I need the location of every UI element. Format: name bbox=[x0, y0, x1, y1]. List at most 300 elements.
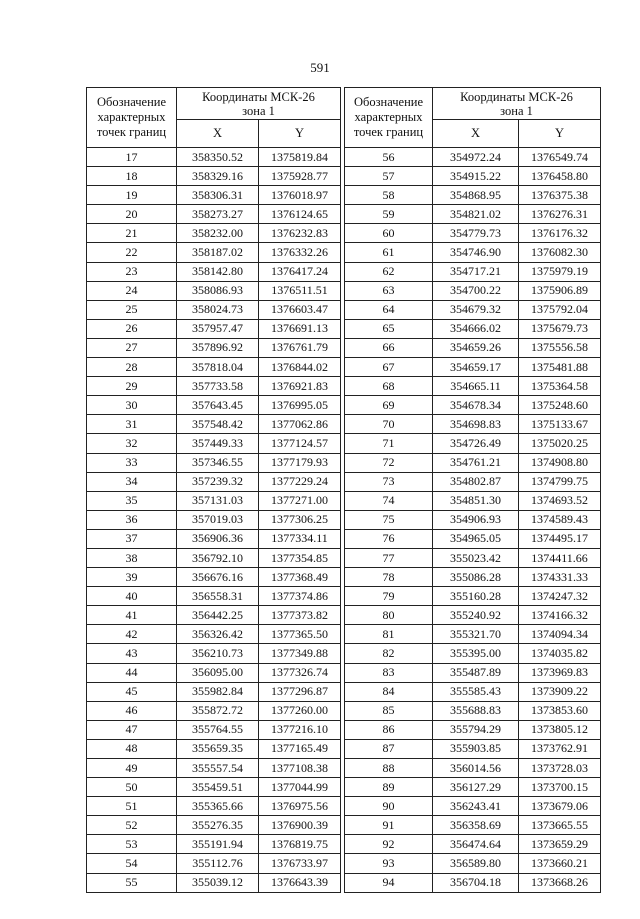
x-coordinate-cell: 354726.49 bbox=[433, 434, 519, 453]
x-coordinate-cell: 358329.16 bbox=[177, 167, 259, 186]
x-coordinate-cell: 357346.55 bbox=[177, 453, 259, 472]
x-coordinate-cell: 355659.35 bbox=[177, 739, 259, 758]
y-coordinate-cell: 1377349.88 bbox=[259, 644, 341, 663]
coordinates-table-right bbox=[344, 87, 601, 893]
y-coordinate-cell: 1373909.22 bbox=[519, 682, 601, 701]
table-row bbox=[345, 338, 601, 357]
y-coordinate-cell: 1375819.84 bbox=[259, 148, 341, 167]
x-coordinate-cell: 354700.22 bbox=[433, 281, 519, 300]
table-row bbox=[87, 606, 341, 625]
point-number-cell: 63 bbox=[345, 281, 433, 300]
point-number-cell: 89 bbox=[345, 778, 433, 797]
x-coordinate-cell: 356474.64 bbox=[433, 835, 519, 854]
table-row bbox=[345, 415, 601, 434]
x-header: X bbox=[177, 120, 259, 148]
x-coordinate-cell: 357449.33 bbox=[177, 434, 259, 453]
table-row bbox=[345, 625, 601, 644]
point-number-cell: 41 bbox=[87, 606, 177, 625]
table-row bbox=[87, 205, 341, 224]
x-coordinate-cell: 356243.41 bbox=[433, 797, 519, 816]
point-number-cell: 71 bbox=[345, 434, 433, 453]
y-coordinate-cell: 1375556.58 bbox=[519, 338, 601, 357]
point-number-cell: 70 bbox=[345, 415, 433, 434]
y-coordinate-cell: 1376417.24 bbox=[259, 262, 341, 281]
point-number-cell: 27 bbox=[87, 338, 177, 357]
x-coordinate-cell: 357131.03 bbox=[177, 491, 259, 510]
point-number-cell: 80 bbox=[345, 606, 433, 625]
table-row bbox=[345, 186, 601, 205]
y-coordinate-cell: 1376332.26 bbox=[259, 243, 341, 262]
y-coordinate-cell: 1374331.33 bbox=[519, 568, 601, 587]
x-coordinate-cell: 358350.52 bbox=[177, 148, 259, 167]
y-coordinate-cell: 1376819.75 bbox=[259, 835, 341, 854]
point-number-cell: 77 bbox=[345, 548, 433, 567]
table-row bbox=[87, 358, 341, 377]
x-coordinate-cell: 354868.95 bbox=[433, 186, 519, 205]
y-coordinate-cell: 1377124.57 bbox=[259, 434, 341, 453]
y-coordinate-cell: 1377334.11 bbox=[259, 529, 341, 548]
x-coordinate-cell: 356326.42 bbox=[177, 625, 259, 644]
point-number-cell: 62 bbox=[345, 262, 433, 281]
x-coordinate-cell: 354851.30 bbox=[433, 491, 519, 510]
coords-header-line: Координаты МСК-26 bbox=[460, 89, 573, 104]
table-row bbox=[87, 854, 341, 873]
point-number-cell: 78 bbox=[345, 568, 433, 587]
coords-header bbox=[433, 88, 601, 120]
x-coordinate-cell: 357896.92 bbox=[177, 338, 259, 357]
point-number-cell: 82 bbox=[345, 644, 433, 663]
y-coordinate-cell: 1377179.93 bbox=[259, 453, 341, 472]
x-coordinate-cell: 356358.69 bbox=[433, 816, 519, 835]
y-coordinate-cell: 1376176.32 bbox=[519, 224, 601, 243]
point-number-cell: 45 bbox=[87, 682, 177, 701]
point-number-cell: 79 bbox=[345, 587, 433, 606]
y-coordinate-cell: 1374247.32 bbox=[519, 587, 601, 606]
y-coordinate-cell: 1376375.38 bbox=[519, 186, 601, 205]
y-coordinate-cell: 1375020.25 bbox=[519, 434, 601, 453]
table-row bbox=[87, 778, 341, 797]
x-coordinate-cell: 354698.83 bbox=[433, 415, 519, 434]
x-coordinate-cell: 355160.28 bbox=[433, 587, 519, 606]
y-coordinate-cell: 1374908.80 bbox=[519, 453, 601, 472]
y-coordinate-cell: 1376643.39 bbox=[259, 873, 341, 892]
coords-header bbox=[177, 88, 341, 120]
y-coordinate-cell: 1373853.60 bbox=[519, 701, 601, 720]
table-row bbox=[345, 510, 601, 529]
y-coordinate-cell: 1376124.65 bbox=[259, 205, 341, 224]
table-row bbox=[345, 720, 601, 739]
point-number-cell: 61 bbox=[345, 243, 433, 262]
coordinates-table-left bbox=[86, 87, 341, 893]
table-row bbox=[87, 568, 341, 587]
table-row bbox=[87, 396, 341, 415]
y-coordinate-cell: 1374693.52 bbox=[519, 491, 601, 510]
y-coordinate-cell: 1373668.26 bbox=[519, 873, 601, 892]
x-coordinate-cell: 355023.42 bbox=[433, 548, 519, 567]
point-number-cell: 73 bbox=[345, 472, 433, 491]
point-number-cell: 90 bbox=[345, 797, 433, 816]
x-coordinate-cell: 354915.22 bbox=[433, 167, 519, 186]
y-coordinate-cell: 1376761.79 bbox=[259, 338, 341, 357]
x-coordinate-cell: 355395.00 bbox=[433, 644, 519, 663]
table-row bbox=[345, 739, 601, 758]
point-number-cell: 81 bbox=[345, 625, 433, 644]
point-label-line: точек границ bbox=[353, 125, 424, 139]
table-row bbox=[345, 358, 601, 377]
point-number-cell: 40 bbox=[87, 587, 177, 606]
point-number-cell: 19 bbox=[87, 186, 177, 205]
point-number-cell: 64 bbox=[345, 300, 433, 319]
point-number-cell: 68 bbox=[345, 377, 433, 396]
point-number-cell: 55 bbox=[87, 873, 177, 892]
table-row bbox=[345, 529, 601, 548]
table-row bbox=[345, 587, 601, 606]
x-coordinate-cell: 355191.94 bbox=[177, 835, 259, 854]
x-coordinate-cell: 356442.25 bbox=[177, 606, 259, 625]
y-coordinate-cell: 1374799.75 bbox=[519, 472, 601, 491]
table-row bbox=[87, 816, 341, 835]
y-coordinate-cell: 1375133.67 bbox=[519, 415, 601, 434]
y-coordinate-cell: 1375481.88 bbox=[519, 358, 601, 377]
x-coordinate-cell: 355459.51 bbox=[177, 778, 259, 797]
point-number-cell: 93 bbox=[345, 854, 433, 873]
y-coordinate-cell: 1377374.86 bbox=[259, 587, 341, 606]
point-label-header bbox=[87, 88, 177, 148]
y-coordinate-cell: 1373762.91 bbox=[519, 739, 601, 758]
table-row bbox=[345, 300, 601, 319]
table-row bbox=[345, 472, 601, 491]
table-row bbox=[345, 682, 601, 701]
x-coordinate-cell: 354779.73 bbox=[433, 224, 519, 243]
y-coordinate-cell: 1375248.60 bbox=[519, 396, 601, 415]
y-coordinate-cell: 1377373.82 bbox=[259, 606, 341, 625]
x-coordinate-cell: 354746.90 bbox=[433, 243, 519, 262]
x-coordinate-cell: 355903.85 bbox=[433, 739, 519, 758]
table-row bbox=[87, 682, 341, 701]
y-coordinate-cell: 1377326.74 bbox=[259, 663, 341, 682]
point-number-cell: 94 bbox=[345, 873, 433, 892]
point-number-cell: 53 bbox=[87, 835, 177, 854]
y-coordinate-cell: 1376733.97 bbox=[259, 854, 341, 873]
point-number-cell: 51 bbox=[87, 797, 177, 816]
table-row bbox=[345, 148, 601, 167]
point-number-cell: 28 bbox=[87, 358, 177, 377]
y-coordinate-cell: 1373665.55 bbox=[519, 816, 601, 835]
y-coordinate-cell: 1377229.24 bbox=[259, 472, 341, 491]
x-coordinate-cell: 355086.28 bbox=[433, 568, 519, 587]
x-coordinate-cell: 354678.34 bbox=[433, 396, 519, 415]
x-coordinate-cell: 356095.00 bbox=[177, 663, 259, 682]
x-coordinate-cell: 355321.70 bbox=[433, 625, 519, 644]
point-number-cell: 37 bbox=[87, 529, 177, 548]
table-row bbox=[345, 873, 601, 892]
table-row bbox=[87, 415, 341, 434]
y-header: Y bbox=[519, 120, 601, 148]
point-number-cell: 85 bbox=[345, 701, 433, 720]
table-row bbox=[87, 720, 341, 739]
y-coordinate-cell: 1373700.15 bbox=[519, 778, 601, 797]
point-number-cell: 26 bbox=[87, 319, 177, 338]
table-row bbox=[87, 510, 341, 529]
point-number-cell: 46 bbox=[87, 701, 177, 720]
table-row bbox=[345, 816, 601, 835]
x-coordinate-cell: 355982.84 bbox=[177, 682, 259, 701]
x-coordinate-cell: 357548.42 bbox=[177, 415, 259, 434]
x-coordinate-cell: 354659.17 bbox=[433, 358, 519, 377]
point-label-line: характерных bbox=[354, 110, 423, 124]
point-label-line: Обозначение bbox=[96, 95, 167, 109]
table-row bbox=[345, 224, 601, 243]
point-number-cell: 75 bbox=[345, 510, 433, 529]
y-coordinate-cell: 1376921.83 bbox=[259, 377, 341, 396]
point-number-cell: 44 bbox=[87, 663, 177, 682]
table-row bbox=[87, 797, 341, 816]
table-row bbox=[87, 453, 341, 472]
y-coordinate-cell: 1376603.47 bbox=[259, 300, 341, 319]
x-coordinate-cell: 356210.73 bbox=[177, 644, 259, 663]
x-coordinate-cell: 356906.36 bbox=[177, 529, 259, 548]
point-number-cell: 84 bbox=[345, 682, 433, 701]
table-row bbox=[345, 281, 601, 300]
x-coordinate-cell: 355365.66 bbox=[177, 797, 259, 816]
table-body-left bbox=[87, 148, 341, 893]
point-number-cell: 43 bbox=[87, 644, 177, 663]
table-row bbox=[345, 262, 601, 281]
x-coordinate-cell: 355240.92 bbox=[433, 606, 519, 625]
table-row bbox=[87, 319, 341, 338]
point-number-cell: 18 bbox=[87, 167, 177, 186]
table-row bbox=[87, 644, 341, 663]
point-number-cell: 48 bbox=[87, 739, 177, 758]
x-coordinate-cell: 358024.73 bbox=[177, 300, 259, 319]
point-number-cell: 35 bbox=[87, 491, 177, 510]
point-number-cell: 87 bbox=[345, 739, 433, 758]
point-number-cell: 52 bbox=[87, 816, 177, 835]
x-coordinate-cell: 357239.32 bbox=[177, 472, 259, 491]
x-coordinate-cell: 355764.55 bbox=[177, 720, 259, 739]
y-coordinate-cell: 1373679.06 bbox=[519, 797, 601, 816]
table-row bbox=[87, 472, 341, 491]
y-coordinate-cell: 1376082.30 bbox=[519, 243, 601, 262]
x-coordinate-cell: 357818.04 bbox=[177, 358, 259, 377]
point-number-cell: 34 bbox=[87, 472, 177, 491]
y-coordinate-cell: 1373969.83 bbox=[519, 663, 601, 682]
y-coordinate-cell: 1376975.56 bbox=[259, 797, 341, 816]
point-number-cell: 57 bbox=[345, 167, 433, 186]
table-row bbox=[87, 300, 341, 319]
y-coordinate-cell: 1375928.77 bbox=[259, 167, 341, 186]
x-coordinate-cell: 356704.18 bbox=[433, 873, 519, 892]
x-coordinate-cell: 355276.35 bbox=[177, 816, 259, 835]
x-coordinate-cell: 358232.00 bbox=[177, 224, 259, 243]
y-coordinate-cell: 1377260.00 bbox=[259, 701, 341, 720]
table-row bbox=[87, 224, 341, 243]
x-coordinate-cell: 355585.43 bbox=[433, 682, 519, 701]
table-row bbox=[345, 205, 601, 224]
table-row bbox=[345, 568, 601, 587]
point-number-cell: 32 bbox=[87, 434, 177, 453]
x-coordinate-cell: 356127.29 bbox=[433, 778, 519, 797]
coords-header-line: Координаты МСК-26 bbox=[202, 89, 315, 104]
table-row bbox=[345, 644, 601, 663]
point-number-cell: 69 bbox=[345, 396, 433, 415]
point-number-cell: 91 bbox=[345, 816, 433, 835]
table-row bbox=[345, 797, 601, 816]
y-coordinate-cell: 1375979.19 bbox=[519, 262, 601, 281]
point-number-cell: 88 bbox=[345, 759, 433, 778]
x-coordinate-cell: 355487.89 bbox=[433, 663, 519, 682]
table-row bbox=[345, 434, 601, 453]
x-header: X bbox=[433, 120, 519, 148]
point-number-cell: 33 bbox=[87, 453, 177, 472]
table-row bbox=[345, 759, 601, 778]
table-row bbox=[87, 148, 341, 167]
table-row bbox=[87, 835, 341, 854]
table-row bbox=[345, 243, 601, 262]
table-row bbox=[345, 453, 601, 472]
y-coordinate-cell: 1376232.83 bbox=[259, 224, 341, 243]
x-coordinate-cell: 354717.21 bbox=[433, 262, 519, 281]
y-coordinate-cell: 1377165.49 bbox=[259, 739, 341, 758]
table-body-right bbox=[345, 148, 601, 893]
point-number-cell: 21 bbox=[87, 224, 177, 243]
x-coordinate-cell: 357019.03 bbox=[177, 510, 259, 529]
table-row bbox=[87, 491, 341, 510]
x-coordinate-cell: 357957.47 bbox=[177, 319, 259, 338]
x-coordinate-cell: 356792.10 bbox=[177, 548, 259, 567]
point-number-cell: 38 bbox=[87, 548, 177, 567]
point-label-line: характерных bbox=[97, 110, 166, 124]
point-number-cell: 50 bbox=[87, 778, 177, 797]
point-number-cell: 58 bbox=[345, 186, 433, 205]
point-number-cell: 17 bbox=[87, 148, 177, 167]
y-coordinate-cell: 1374495.17 bbox=[519, 529, 601, 548]
x-coordinate-cell: 355688.83 bbox=[433, 701, 519, 720]
point-number-cell: 42 bbox=[87, 625, 177, 644]
table-row bbox=[345, 701, 601, 720]
x-coordinate-cell: 356676.16 bbox=[177, 568, 259, 587]
coords-header-line: зона 1 bbox=[500, 103, 533, 118]
point-number-cell: 72 bbox=[345, 453, 433, 472]
point-number-cell: 92 bbox=[345, 835, 433, 854]
x-coordinate-cell: 355039.12 bbox=[177, 873, 259, 892]
point-number-cell: 59 bbox=[345, 205, 433, 224]
x-coordinate-cell: 357733.58 bbox=[177, 377, 259, 396]
table-row bbox=[87, 759, 341, 778]
y-coordinate-cell: 1374035.82 bbox=[519, 644, 601, 663]
x-coordinate-cell: 355872.72 bbox=[177, 701, 259, 720]
point-number-cell: 47 bbox=[87, 720, 177, 739]
table-row bbox=[87, 186, 341, 205]
point-label-line: точек границ bbox=[96, 125, 167, 139]
table-row bbox=[87, 262, 341, 281]
x-coordinate-cell: 358187.02 bbox=[177, 243, 259, 262]
x-coordinate-cell: 354666.02 bbox=[433, 319, 519, 338]
y-header: Y bbox=[259, 120, 341, 148]
point-number-cell: 83 bbox=[345, 663, 433, 682]
page-number: 591 bbox=[310, 60, 330, 75]
table-row bbox=[87, 243, 341, 262]
x-coordinate-cell: 354965.05 bbox=[433, 529, 519, 548]
y-coordinate-cell: 1374589.43 bbox=[519, 510, 601, 529]
table-row bbox=[87, 701, 341, 720]
point-label-line: Обозначение bbox=[353, 95, 424, 109]
y-coordinate-cell: 1376691.13 bbox=[259, 319, 341, 338]
table-row bbox=[87, 625, 341, 644]
y-coordinate-cell: 1373660.21 bbox=[519, 854, 601, 873]
point-number-cell: 24 bbox=[87, 281, 177, 300]
x-coordinate-cell: 355112.76 bbox=[177, 854, 259, 873]
y-coordinate-cell: 1376018.97 bbox=[259, 186, 341, 205]
x-coordinate-cell: 358142.80 bbox=[177, 262, 259, 281]
y-coordinate-cell: 1375364.58 bbox=[519, 377, 601, 396]
point-label-header bbox=[345, 88, 433, 148]
table-row bbox=[345, 778, 601, 797]
table-row bbox=[345, 167, 601, 186]
table-row bbox=[345, 854, 601, 873]
table-row bbox=[345, 835, 601, 854]
table-row bbox=[87, 434, 341, 453]
point-number-cell: 60 bbox=[345, 224, 433, 243]
point-number-cell: 25 bbox=[87, 300, 177, 319]
y-coordinate-cell: 1377108.38 bbox=[259, 759, 341, 778]
x-coordinate-cell: 356014.56 bbox=[433, 759, 519, 778]
table-row bbox=[345, 606, 601, 625]
y-coordinate-cell: 1377365.50 bbox=[259, 625, 341, 644]
table-row bbox=[87, 281, 341, 300]
y-coordinate-cell: 1374411.66 bbox=[519, 548, 601, 567]
y-coordinate-cell: 1377354.85 bbox=[259, 548, 341, 567]
y-coordinate-cell: 1377368.49 bbox=[259, 568, 341, 587]
x-coordinate-cell: 354659.26 bbox=[433, 338, 519, 357]
y-coordinate-cell: 1375792.04 bbox=[519, 300, 601, 319]
x-coordinate-cell: 357643.45 bbox=[177, 396, 259, 415]
point-number-cell: 67 bbox=[345, 358, 433, 377]
y-coordinate-cell: 1375679.73 bbox=[519, 319, 601, 338]
x-coordinate-cell: 354665.11 bbox=[433, 377, 519, 396]
table-row bbox=[87, 338, 341, 357]
x-coordinate-cell: 354761.21 bbox=[433, 453, 519, 472]
y-coordinate-cell: 1376511.51 bbox=[259, 281, 341, 300]
y-coordinate-cell: 1374094.34 bbox=[519, 625, 601, 644]
table-row bbox=[345, 491, 601, 510]
x-coordinate-cell: 354821.02 bbox=[433, 205, 519, 224]
table-row bbox=[87, 167, 341, 186]
y-coordinate-cell: 1376995.05 bbox=[259, 396, 341, 415]
table-row bbox=[345, 663, 601, 682]
point-number-cell: 22 bbox=[87, 243, 177, 262]
y-coordinate-cell: 1375906.89 bbox=[519, 281, 601, 300]
x-coordinate-cell: 356558.31 bbox=[177, 587, 259, 606]
table-row bbox=[87, 739, 341, 758]
point-number-cell: 86 bbox=[345, 720, 433, 739]
x-coordinate-cell: 354802.87 bbox=[433, 472, 519, 491]
point-number-cell: 29 bbox=[87, 377, 177, 396]
point-number-cell: 65 bbox=[345, 319, 433, 338]
y-coordinate-cell: 1376844.02 bbox=[259, 358, 341, 377]
y-coordinate-cell: 1376549.74 bbox=[519, 148, 601, 167]
table-row bbox=[345, 319, 601, 338]
point-number-cell: 49 bbox=[87, 759, 177, 778]
table-row bbox=[87, 377, 341, 396]
y-coordinate-cell: 1377296.87 bbox=[259, 682, 341, 701]
table-row bbox=[87, 873, 341, 892]
y-coordinate-cell: 1373659.29 bbox=[519, 835, 601, 854]
y-coordinate-cell: 1376900.39 bbox=[259, 816, 341, 835]
y-coordinate-cell: 1373805.12 bbox=[519, 720, 601, 739]
point-number-cell: 54 bbox=[87, 854, 177, 873]
table-row bbox=[87, 587, 341, 606]
